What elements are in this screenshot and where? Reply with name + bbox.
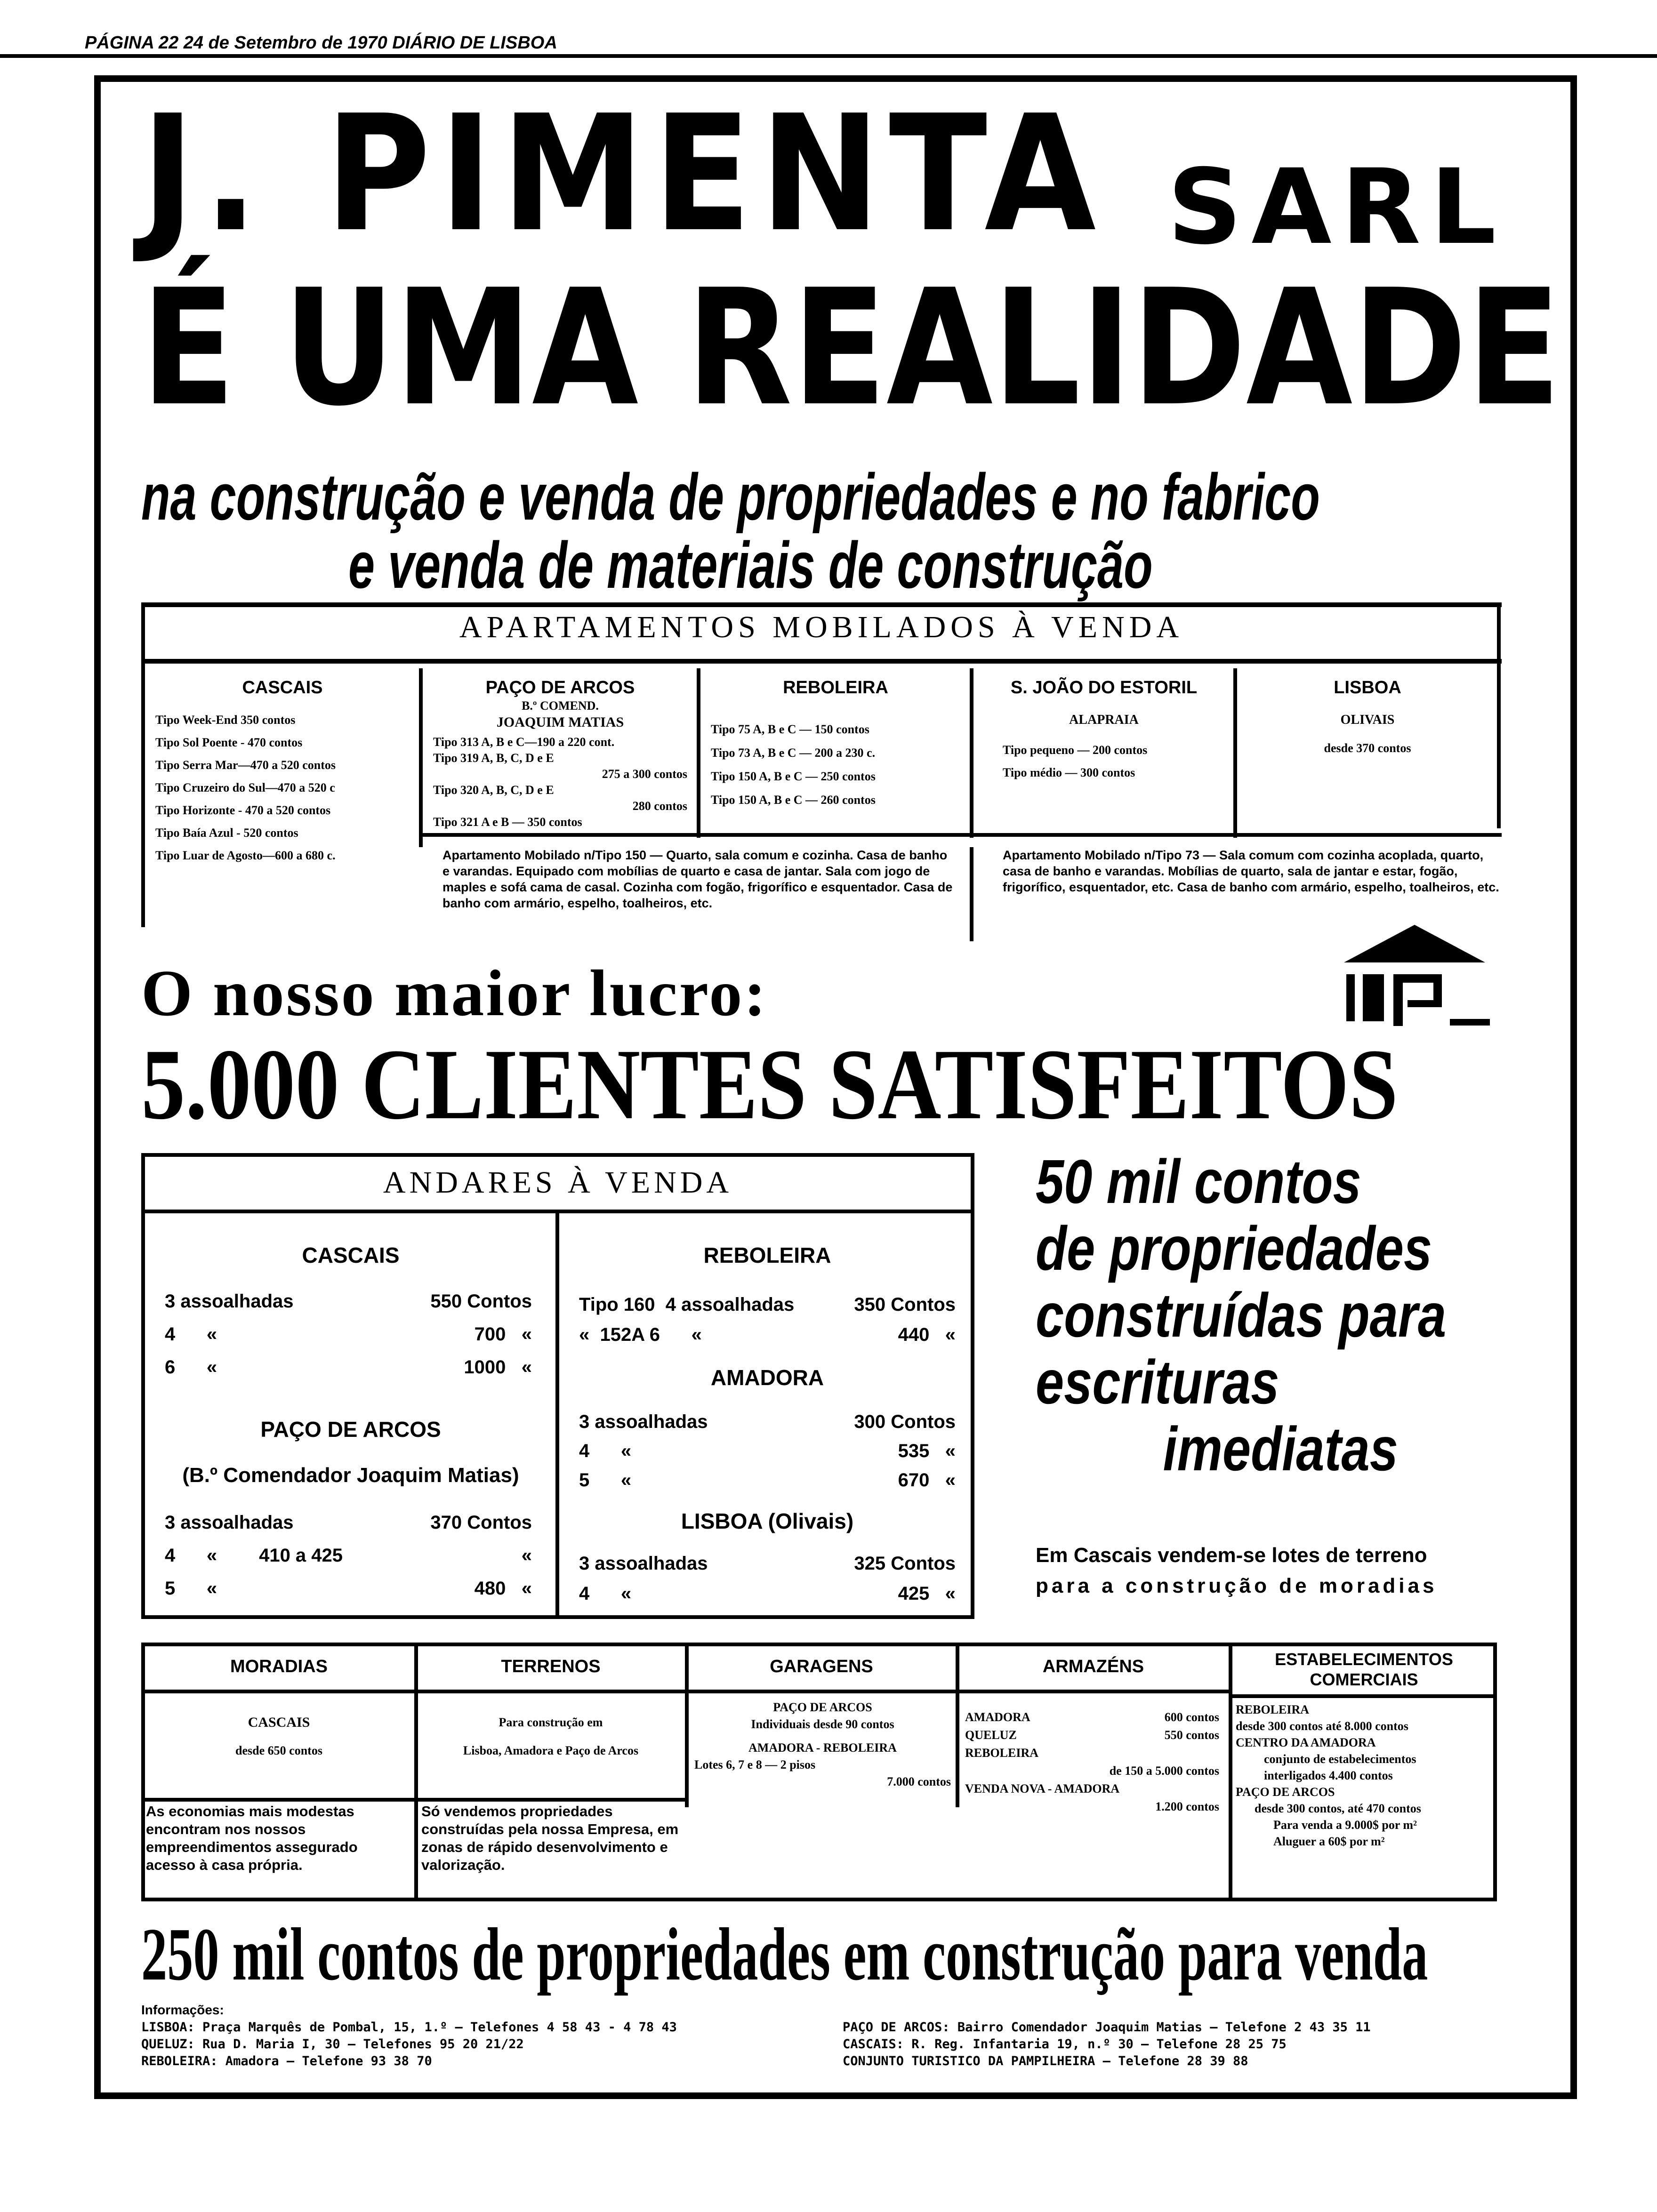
table-row: 5 « 670 « bbox=[579, 1470, 956, 1491]
table-row: 5 « 480 « bbox=[165, 1578, 532, 1599]
apart-reboleira-head: REBOLEIRA bbox=[783, 678, 888, 697]
apart-note-2: Apartamento Mobilado n/Tipo 73 — Sala comum com cozinha acoplada, quarto, casa de banho e varandas. Mobílias de quarto, sala de jantar e estar, fogão, frigorífico, esquentador, etc. Casa de banho com armário, espelho, toalheiros, etc. bbox=[1003, 848, 1499, 894]
apart-row-rule bbox=[419, 833, 1502, 837]
list-item: desde 300 contos, até 470 contos bbox=[1255, 1802, 1421, 1815]
apart-left-border bbox=[141, 602, 145, 927]
list-item: Tipo Horizonte - 470 a 520 contos bbox=[155, 803, 331, 817]
terrenos-r1: Para construção em bbox=[499, 1715, 603, 1729]
apartamentos-title: APARTAMENTOS MOBILADOS À VENDA bbox=[459, 610, 1184, 644]
andares-divider bbox=[555, 1210, 559, 1619]
andares-paco-sub: (B.º Comendador Joaquim Matias) bbox=[182, 1464, 519, 1487]
list-item: Tipo 73 A, B e C — 200 a 230 c. bbox=[711, 746, 876, 760]
header-rule bbox=[0, 54, 1657, 58]
list-item: Para venda a 9.000$ por m² bbox=[1273, 1818, 1417, 1832]
table-row: Tipo 160 4 assoalhadas 350 Contos bbox=[579, 1294, 956, 1315]
apartamentos-rule-top bbox=[141, 602, 1502, 607]
apart-estoril-list bbox=[1003, 739, 1229, 784]
apart-lisboa-head: LISBOA bbox=[1334, 678, 1401, 697]
list-item: Tipo médio — 300 contos bbox=[1003, 766, 1135, 779]
apart-paco-list bbox=[433, 734, 687, 830]
apart-reboleira-list bbox=[711, 718, 965, 812]
list-item: Tipo Cruzeiro do Sul—470 a 520 c bbox=[155, 781, 335, 794]
table-row: 3 assoalhadas 300 Contos bbox=[579, 1411, 956, 1432]
address-line: QUELUZ: Rua D. Maria I, 30 — Telefones 95 20 21/22 bbox=[141, 2037, 524, 2052]
terrenos-r2: Lisboa, Amadora e Paço de Arcos bbox=[463, 1744, 639, 1757]
estab-head-2: COMERCIAIS bbox=[1310, 1670, 1418, 1689]
table-row: REBOLEIRA bbox=[965, 1746, 1039, 1760]
apart-divider-1 bbox=[419, 668, 423, 847]
andares-paco-head: PAÇO DE ARCOS bbox=[260, 1417, 441, 1442]
table-row: 4 « 700 « bbox=[165, 1324, 532, 1345]
bottom-mid-rule-left bbox=[141, 1798, 687, 1802]
lucro-line2: 5.000 CLIENTES SATISFEITOS bbox=[141, 1028, 1398, 1140]
table-row: QUELUZ 550 contos bbox=[965, 1728, 1219, 1742]
list-item: Tipo 150 A, B e C — 260 contos bbox=[711, 793, 876, 807]
headline-line1: J. PIMENTA bbox=[141, 81, 1105, 267]
table-row: AMADORA 600 contos bbox=[965, 1710, 1219, 1724]
page-header: PÁGINA 22 24 de Setembro de 1970 DIÁRIO DE LISBOA bbox=[85, 33, 557, 53]
address-line: CONJUNTO TURISTICO DA PAMPILHEIRA — Telefone 28 39 88 bbox=[843, 2054, 1248, 2068]
list-item: Tipo 150 A, B e C — 250 contos bbox=[711, 769, 876, 783]
promo-lotes-1: Em Cascais vendem-se lotes de terreno bbox=[1036, 1544, 1427, 1567]
apart-note-1: Apartamento Mobilado n/Tipo 150 — Quarto, sala comum e cozinha. Casa de banho e varandas. Equipado com mobílias de quarto e casa de jantar. Sala com jogo de maples e sofá cama de casal. Cozinha com fogão, frigorífico e esquentador. Casa de banho com armário, espelho, toalheiros, etc. bbox=[442, 848, 953, 910]
table-row: VENDA NOVA - AMADORA bbox=[965, 1782, 1120, 1795]
promo-line: de propriedades bbox=[1036, 1214, 1432, 1283]
terrenos-head: TERRENOS bbox=[501, 1657, 601, 1676]
apart-lisboa-row: desde 370 contos bbox=[1324, 741, 1411, 755]
promo-line: escrituras bbox=[1036, 1347, 1279, 1417]
promo-lotes-2: para a construção de moradias bbox=[1036, 1574, 1438, 1597]
list-item: desde 300 contos até 8.000 contos bbox=[1236, 1719, 1408, 1733]
footer-right bbox=[843, 2019, 1502, 2070]
address-line: PAÇO DE ARCOS: Bairro Comendador Joaquim Matias — Telefone 2 43 35 11 bbox=[843, 2020, 1371, 2035]
footer-info-label: Informações: bbox=[141, 2003, 224, 2017]
list-item: CENTRO DA AMADORA bbox=[1236, 1736, 1376, 1749]
list-item: conjunto de estabelecimentos bbox=[1264, 1752, 1416, 1766]
garagens-head: GARAGENS bbox=[770, 1657, 873, 1676]
estab-head-rule bbox=[1229, 1694, 1497, 1698]
armazens-list bbox=[965, 1708, 1219, 1816]
apart-cascais-head: CASCAIS bbox=[242, 678, 323, 697]
andares-cascais-head: CASCAIS bbox=[302, 1243, 400, 1267]
apart-right-border bbox=[1497, 602, 1501, 828]
promo-line: construídas para bbox=[1036, 1281, 1447, 1350]
estab-list bbox=[1236, 1701, 1492, 1850]
footer-left bbox=[141, 2019, 824, 2070]
andares-paco-table bbox=[165, 1506, 532, 1605]
table-row: 4 « 535 « bbox=[579, 1441, 956, 1461]
list-item: Tipo 319 A, B, C, D e E bbox=[433, 751, 554, 765]
list-item: PAÇO DE ARCOS bbox=[1236, 1785, 1335, 1799]
promo-line: 50 mil contos bbox=[1036, 1147, 1361, 1216]
list-item: 7.000 contos bbox=[887, 1775, 951, 1788]
list-item: 280 contos bbox=[632, 799, 687, 813]
table-row: 6 « 1000 « bbox=[165, 1357, 532, 1378]
list-item: Tipo pequeno — 200 contos bbox=[1003, 743, 1148, 757]
apart-paco-sub1: B.º COMEND. bbox=[522, 699, 599, 713]
terrenos-note: Só vendemos propriedades construídas pela nossa Empresa, em zonas de rápido desenvolvimento e valorização. bbox=[421, 1803, 679, 1873]
table-row: de 150 a 5.000 contos bbox=[1109, 1764, 1219, 1778]
list-item: Tipo Sol Poente - 470 contos bbox=[155, 736, 303, 749]
logo-letters: JP bbox=[1337, 922, 1338, 923]
list-item: REBOLEIRA bbox=[1236, 1703, 1310, 1716]
footer-big: 250 mil contos de propriedades em construção para venda bbox=[141, 1912, 1428, 1996]
moradias-row: desde 650 contos bbox=[235, 1744, 322, 1757]
andares-lisboa-table bbox=[579, 1548, 956, 1609]
headline-line2: É UMA REALIDADE bbox=[141, 255, 1561, 441]
andares-amadora-head: AMADORA bbox=[710, 1365, 824, 1390]
list-item: Tipo 75 A, B e C — 150 contos bbox=[711, 722, 869, 736]
list-item: Lotes 6, 7 e 8 — 2 pisos bbox=[694, 1758, 816, 1771]
list-item: interligados 4.400 contos bbox=[1264, 1769, 1393, 1782]
apart-cascais-list bbox=[155, 711, 419, 865]
list-item: Tipo Baía Azul - 520 contos bbox=[155, 826, 298, 840]
apartamentos-rule-bottom bbox=[141, 659, 1502, 664]
apart-lisboa-sub: OLIVAIS bbox=[1340, 713, 1395, 727]
apart-paco-sub2: JOAQUIM MATIAS bbox=[496, 714, 624, 730]
andares-amadora-table bbox=[579, 1407, 956, 1495]
house-logo-icon bbox=[1337, 922, 1492, 1035]
andares-title: ANDARES À VENDA bbox=[383, 1165, 733, 1200]
table-row: 1.200 contos bbox=[1155, 1800, 1219, 1813]
address-line: LISBOA: Praça Marquês de Pombal, 15, 1.º — Telefones 4 58 43 - 4 78 43 bbox=[141, 2020, 677, 2035]
lucro-line1: O nosso maior lucro: bbox=[141, 957, 768, 1030]
andares-reboleira-table bbox=[579, 1290, 956, 1350]
apart-divider-3 bbox=[970, 668, 973, 838]
address-line: REBOLEIRA: Amadora — Telefone 93 38 70 bbox=[141, 2054, 432, 2068]
apart-note-divider bbox=[970, 847, 973, 941]
headline-sub2: e venda de materiais de construção bbox=[348, 528, 1153, 602]
moradias-note: As economias mais modestas encontram nos nossos empreendimentos assegurado acesso à casa própria. bbox=[146, 1803, 358, 1873]
apart-divider-2 bbox=[697, 668, 700, 838]
list-item: Aluguer a 60$ por m² bbox=[1273, 1835, 1385, 1848]
andares-lisboa-head: LISBOA (Olivais) bbox=[681, 1509, 854, 1533]
moradias-head: MORADIAS bbox=[230, 1657, 328, 1676]
armazens-head: ARMAZÉNS bbox=[1042, 1657, 1144, 1676]
list-item: Tipo 313 A, B e C—190 a 220 cont. bbox=[433, 735, 615, 749]
moradias-sub: CASCAIS bbox=[248, 1715, 310, 1730]
estab-head-1: ESTABELECIMENTOS bbox=[1275, 1650, 1453, 1669]
apart-estoril-sub: ALAPRAIA bbox=[1069, 713, 1139, 727]
table-row: « 152A 6 « 440 « bbox=[579, 1324, 956, 1345]
apart-estoril-head: S. JOÃO DO ESTORIL bbox=[1010, 678, 1198, 697]
andares-reboleira-head: REBOLEIRA bbox=[703, 1243, 831, 1267]
address-line: CASCAIS: R. Reg. Infantaria 19, n.º 30 — Telefone 28 25 75 bbox=[843, 2037, 1287, 2052]
list-item: PAÇO DE ARCOS bbox=[773, 1700, 872, 1714]
bottom-divider-1 bbox=[414, 1643, 418, 1901]
headline-sarl: SARL bbox=[1167, 147, 1506, 267]
bottom-head-rule bbox=[141, 1690, 1229, 1693]
table-row: 4 « 425 « bbox=[579, 1583, 956, 1604]
list-item: Tipo 320 A, B, C, D e E bbox=[433, 783, 554, 797]
list-item: Tipo 321 A e B — 350 contos bbox=[433, 815, 582, 829]
apart-divider-4 bbox=[1233, 668, 1237, 838]
headline-sub1: na construção e venda de propriedades e no fabrico bbox=[141, 460, 1320, 534]
andares-cascais-table bbox=[165, 1285, 532, 1384]
list-item: Individuais desde 90 contos bbox=[751, 1717, 894, 1731]
promo-line: imediatas bbox=[1163, 1414, 1398, 1483]
table-row: 3 assoalhadas 550 Contos bbox=[165, 1291, 532, 1312]
table-row: 3 assoalhadas 370 Contos bbox=[165, 1512, 532, 1533]
promo-text bbox=[1036, 1148, 1506, 1483]
table-row: 3 assoalhadas 325 Contos bbox=[579, 1553, 956, 1574]
list-item: AMADORA - REBOLEIRA bbox=[748, 1741, 897, 1755]
list-item: 275 a 300 contos bbox=[602, 767, 687, 781]
list-item: Tipo Serra Mar—470 a 520 contos bbox=[155, 758, 336, 772]
list-item: Tipo Week-End 350 contos bbox=[155, 713, 296, 727]
garagens-list bbox=[694, 1699, 951, 1790]
table-row: 4 « 410 a 425 « bbox=[165, 1545, 532, 1566]
list-item: Tipo Luar de Agosto—600 a 680 c. bbox=[155, 849, 336, 862]
apart-paco-head: PAÇO DE ARCOS bbox=[485, 678, 635, 697]
jp-logo bbox=[1337, 922, 1492, 1035]
